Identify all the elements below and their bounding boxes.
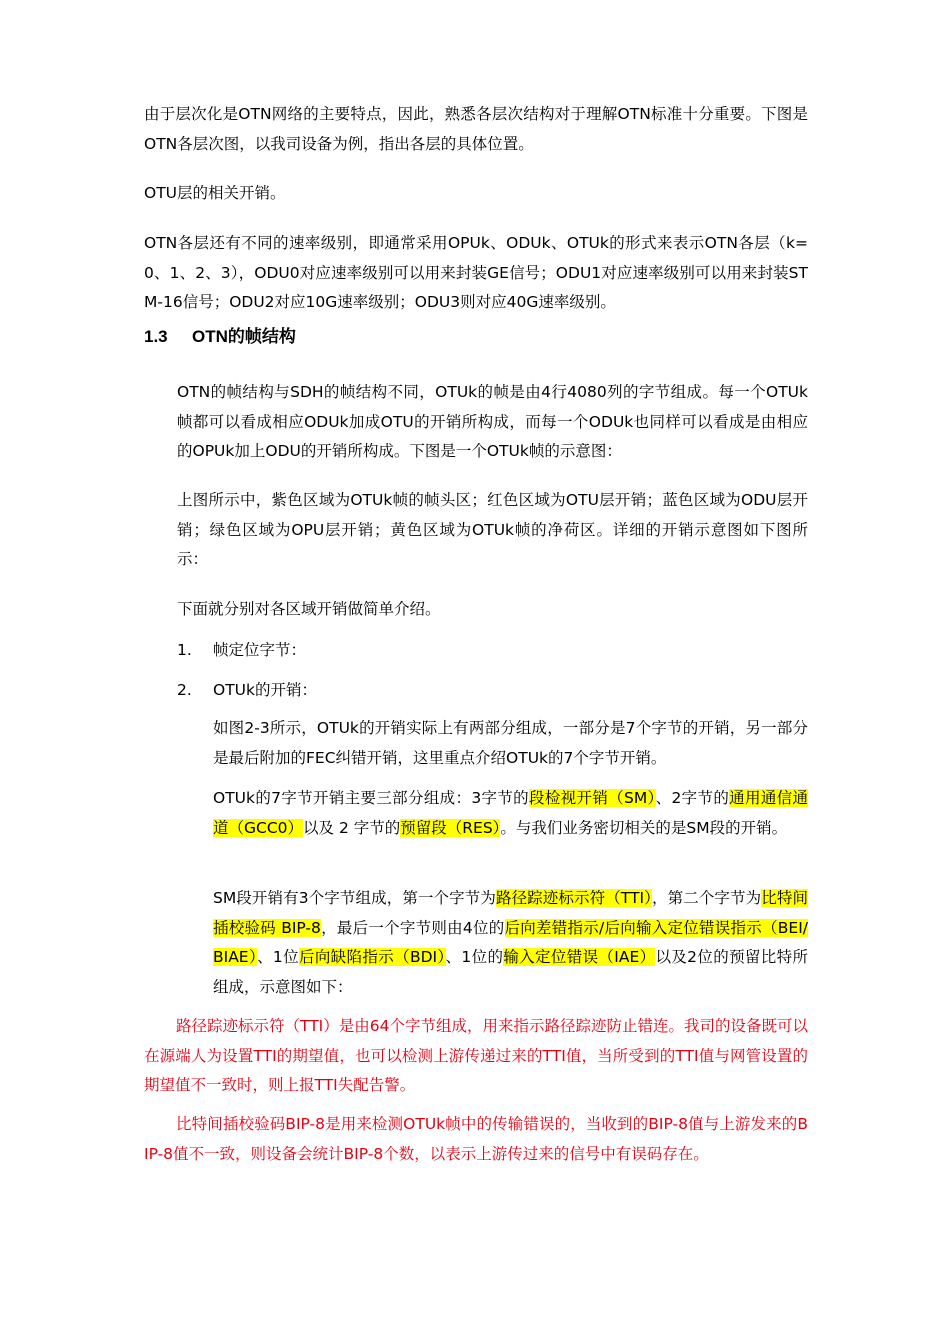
otuk-paragraph-3: SM段开销有3个字节组成，第一个字节为路径踪迹标示符（TTI），第二个字节为比特间插校验码 BIP-8，最后一个字节则由4位的后向差错指示/后向输入定位错误指示（BEI/BIAE）、1位后向缺陷指示（BDI）、1位的输入定位错误（IAE）以及2位的预留比特所组成，示意图如下： <box>213 889 808 996</box>
section-number: 1.3 <box>144 327 168 346</box>
otuk-paragraph-1: 如图2-3所示，OTUk的开销实际上有两部分组成，一部分是7个字节的开销，另一部分是最后附加的FEC纠错开销，这里重点介绍OTUk的7个字节开销。 <box>213 719 808 767</box>
highlight-res: 预留段（RES） <box>400 818 501 837</box>
otuk-paragraph-2: OTUk的7字节开销主要三部分组成：3字节的段检视开销（SM）、2字节的通用通信通道（GCC0）以及 2 字节的预留段（RES）。与我们业务密切相关的是SM段的开销。 <box>213 789 808 837</box>
list-item <box>177 676 808 706</box>
highlight-gcc0: 通用通信通道（GCC0） <box>213 789 808 837</box>
list-text: OTUk的开销： <box>213 681 317 699</box>
list-number: 1. <box>177 641 192 659</box>
tti-note-paragraph: 路径踪迹标示符（TTI）是由64个字节组成，用来指示路径踪迹防止错连。我司的设备既可以在源端人为设置TTI的期望值，也可以检测上游传递过来的TTI值，当所受到的TTI值与网管设置的期望值不一致时，则上报TTI失配告警。 <box>144 1017 808 1094</box>
regions-paragraph: 上图所示中，紫色区域为OTUk帧的帧头区；红色区域为OTU层开销；蓝色区域为ODU层开销；绿色区域为OPU层开销；黄色区域为OTUk帧的净荷区。详细的开销示意图如下图所示： <box>177 491 808 568</box>
list-text: 帧定位字节： <box>213 641 307 659</box>
section-title: OTN的帧结构 <box>192 327 296 346</box>
highlight-tti: 路径踪迹标示符（TTI） <box>495 889 653 907</box>
highlight-bei-biae: 后向差错指示/后向输入定位错误指示（BEI/BIAE） <box>213 918 808 966</box>
list-item <box>177 636 808 666</box>
otu-overhead-paragraph: OTU层的相关开销。 <box>144 184 286 202</box>
highlight-bip8: 比特间插校验码 BIP-8 <box>213 889 808 937</box>
highlight-bdi: 后向缺陷指示（BDI） <box>298 948 446 966</box>
section-heading <box>144 322 296 352</box>
intro-paragraph: 由于层次化是OTN网络的主要特点，因此，熟悉各层次结构对于理解OTN标准十分重要。下图是OTN各层次图，以我司设备为例，指出各层的具体位置。 <box>144 105 808 153</box>
frame-intro-paragraph: OTN的帧结构与SDH的帧结构不同，OTUk的帧是由4行4080列的字节组成。每一个OTUk帧都可以看成相应ODUk加成OTU的开销所构成，而每一个ODUk也同样可以看成是由相应的OPUk加上ODU的开销所构成。下图是一个OTUk帧的示意图： <box>177 383 808 460</box>
highlight-iae: 输入定位错误（IAE） <box>503 948 656 966</box>
list-number: 2. <box>177 681 192 699</box>
rates-paragraph: OTN各层还有不同的速率级别，即通常采用OPUk、ODUk、OTUk的形式来表示OTN各层（k=0、1、2、3），ODU0对应速率级别可以用来封装GE信号；ODU1对应速率级别可以用来封装STM-16信号；ODU2对应10G速率级别；ODU3则对应40G速率级别。 <box>144 234 808 311</box>
highlight-sm: 段检视开销（SM） <box>529 789 656 807</box>
bip8-note-paragraph: 比特间插校验码BIP-8是用来检测OTUk帧中的传输错误的，当收到的BIP-8值与上游发来的BIP-8值不一致，则设备会统计BIP-8个数，以表示上游传过来的信号中有误码存在。 <box>144 1115 808 1163</box>
regions-intro-paragraph: 下面就分别对各区域开销做简单介绍。 <box>177 600 441 618</box>
